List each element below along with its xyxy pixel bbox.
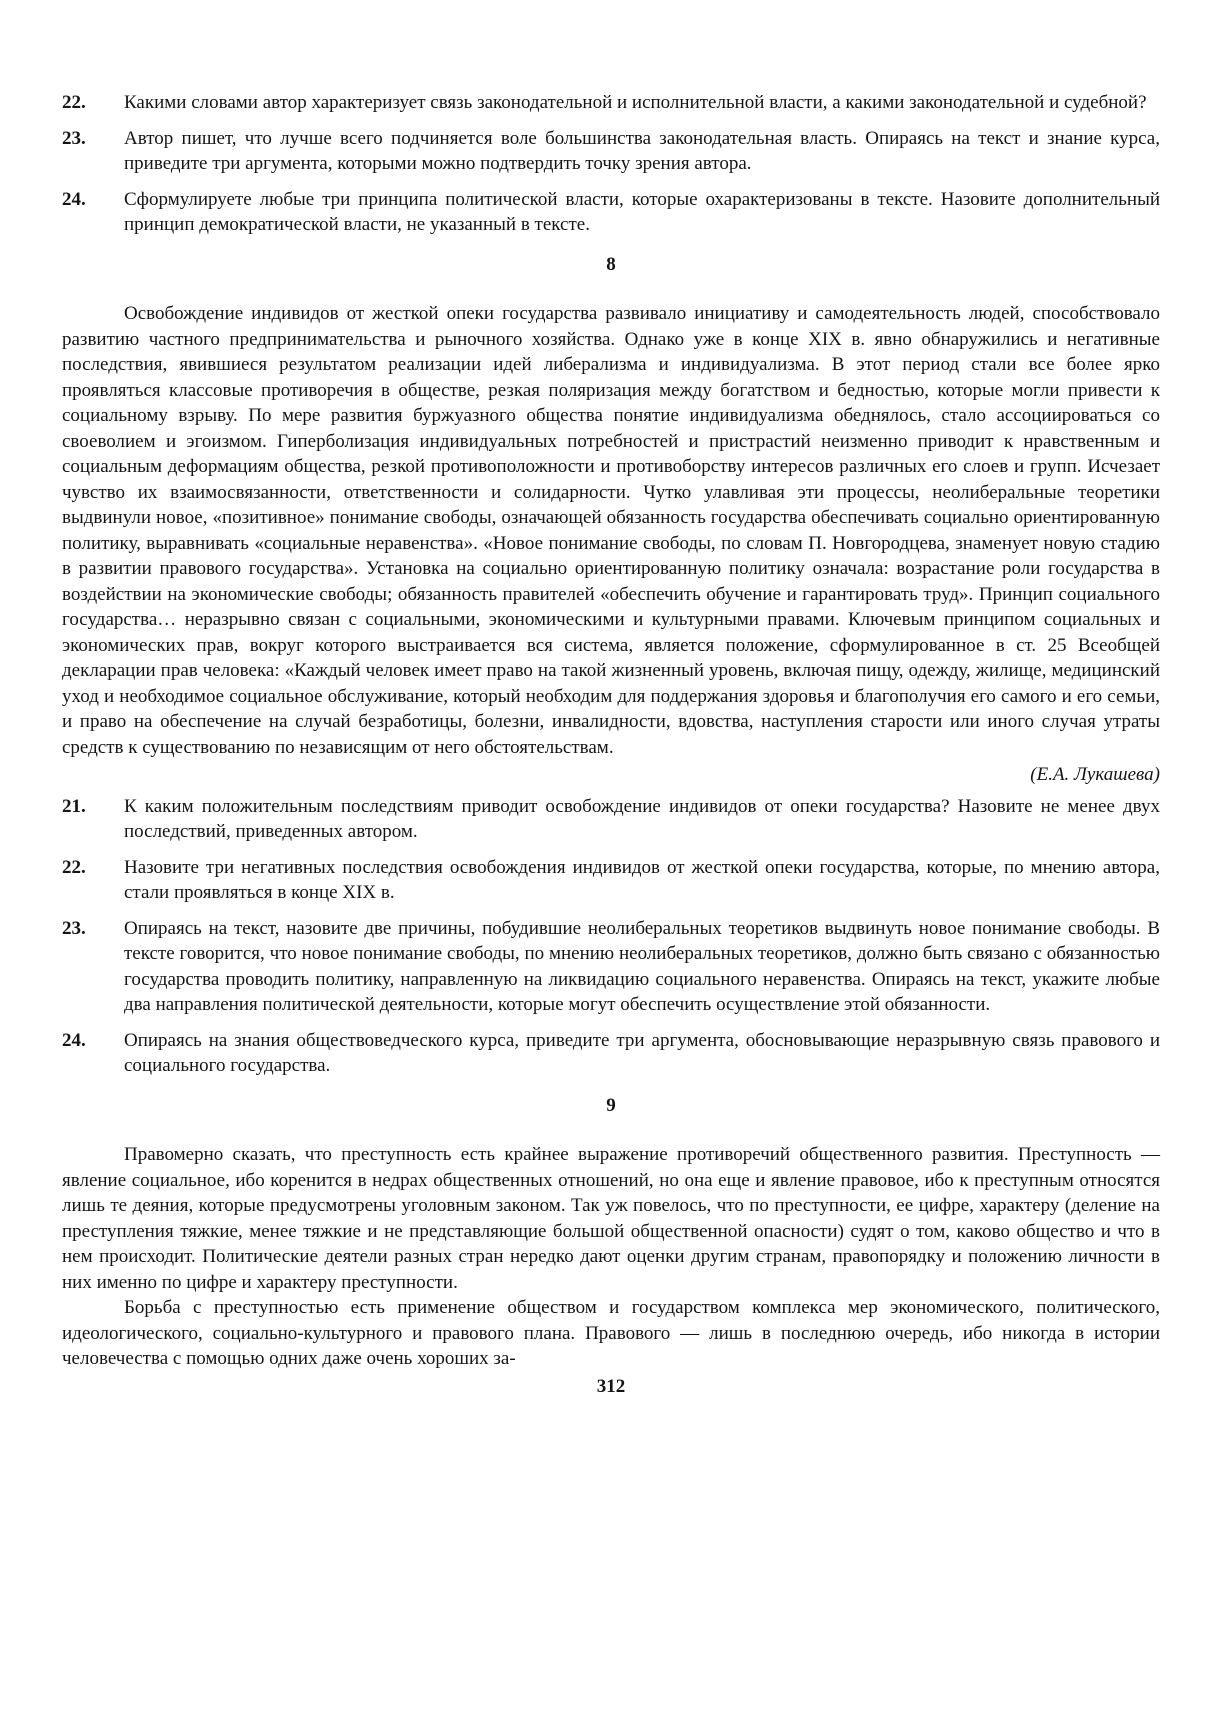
question-item (62, 1028, 1160, 1079)
questions-block-8 (62, 794, 1160, 1079)
question-number: 24. (62, 1029, 86, 1051)
section-number-9: 9 (606, 1094, 616, 1116)
question-item (62, 187, 1160, 238)
question-number: 22. (62, 92, 86, 113)
question-number: 22. (62, 856, 86, 878)
question-item (62, 855, 1160, 906)
questions-block-7 (62, 90, 1160, 238)
question-item (62, 126, 1160, 177)
page-number: 312 (596, 1375, 626, 1397)
question-text: Какими словами автор характеризует связь законодательной и исполнительной власти, а какими законодательной и судебной? (124, 92, 1147, 113)
question-item (62, 916, 1160, 1018)
question-number: 23. (62, 127, 86, 149)
question-text: Опираясь на текст, назовите две причины, побудившие неолиберальных теоретиков выдвинуть новое понимание свободы. В тексте говорится, что новое понимание свободы, по мнению неолиберальных теоретиков, должно быть связано с обязанностью государства проводить политику, направленную на ликвидацию социального неравенства. Опираясь на текст, укажите любые два направления политической деятельности, которые могут обеспечить осуществление этой обязанности. (124, 917, 1160, 1015)
section-9-paragraph-2: Борьба с преступностью есть применение обществом и государством комплекса мер экономического, политического, идеологического, социально-культурного и правового плана. Правового — лишь в последнюю очередь, ибо никогда в истории человечества с помощью одних даже очень хороших за- (62, 1297, 1160, 1369)
question-text: Автор пишет, что лучше всего подчиняется воле большинства законодательная власть. Опираясь на текст и знание курса, приведите три аргумента, которыми можно подтвердить точку зрения автора. (124, 127, 1160, 174)
question-number: 21. (62, 795, 86, 817)
question-item (62, 90, 1160, 116)
question-text: Сформулируете любые три принципа политической власти, которые охарактеризованы в тексте. Назовите дополнительный принцип демократической власти, не указанный в тексте. (124, 188, 1160, 235)
question-text: Назовите три негативных последствия освобождения индивидов от жесткой опеки государства, которые, по мнению автора, стали проявляться в конце XIX в. (124, 856, 1160, 903)
section-9-paragraph-1: Правомерно сказать, что преступность есть крайнее выражение противоречий общественного развития. Преступность — явление социальное, ибо коренится в недрах общественных отношений, но она еще и явление правовое, ибо к преступным относятся лишь те деяния, которые предусмотрены уголовным законом. Так уж повелось, что по преступности, ее цифре, характеру (деление на преступления тяжкие, менее тяжкие и не представляющие большой общественной опасности) судят о том, каково общество и что в нем происходит. Политические деятели разных стран нередко дают оценки другим странам, правопорядку и положению личности в них именно по цифре и характеру преступности. (62, 1144, 1160, 1293)
question-number: 23. (62, 917, 86, 939)
section-8-text: Освобождение индивидов от жесткой опеки государства развивало инициативу и самодеятельность людей, способствовало развитию частного предпринимательства и рыночного хозяйства. Однако уже в конце XIX в. явно обнаружились и негативные последствия, явившиеся результатом реализации идей либерализма и индивидуализма. В этот период стали все более ярко проявляться классовые противоречия в обществе, резкая поляризация между богатством и бедностью, которые могли привести к социальному взрыву. По мере развития буржуазного общества понятие индивидуализма обеднялось, стало ассоциироваться со своеволием и эгоизмом. Гиперболизация индивидуальных потребностей и пристрастий неизменно приводит к нравственным и социальным деформациям общества, резкой противоположности и противоборству интересов различных его слоев и групп. Исчезает чувство их взаимосвязанности, ответственности и солидарности. Чутко улавливая эти процессы, неолиберальные теоретики выдвинули новое, «позитивное» понимание свободы, означающей обязанность государства обеспечивать социально ориентированную политику, выравнивать «социальные неравенства». «Новое понимание свободы, по словам П. Новгородцева, знаменует новую стадию в развитии правового государства». Установка на социально ориентированную политику означала: возрастание роли государства в воздействии на экономические свободы; обязанность правителей «обеспечить обучение и гарантировать труд». Принцип социального государства… неразрывно связан с социальными, экономическими и культурными правами. Ключевым принципом социальных и экономических прав, вокруг которого выстраивается вся система, является положение, сформулированное в ст. 25 Всеобщей декларации прав человека: «Каждый человек имеет право на такой жизненный уровень, включая пищу, одежду, жилище, медицинский уход и необходимое социальное обслуживание, который необходим для поддержания здоровья и благополучия его самого и его семьи, и право на обеспечение на случай безработицы, болезни, инвалидности, вдовства, наступления старости или иного случая утраты средств к существованию по независящим от него обстоятельствам. (62, 303, 1160, 758)
question-item (62, 794, 1160, 845)
section-number-8: 8 (606, 253, 616, 275)
source-author: (Е.А. Лукашева) (1030, 764, 1160, 785)
question-text: К каким положительным последствиям приводит освобождение индивидов от опеки государства? Назовите не менее двух последствий, приведенных автором. (124, 795, 1160, 842)
question-number: 24. (62, 188, 86, 210)
question-text: Опираясь на знания обществоведческого курса, приведите три аргумента, обосновывающие неразрывную связь правового и социального государства. (124, 1029, 1160, 1076)
